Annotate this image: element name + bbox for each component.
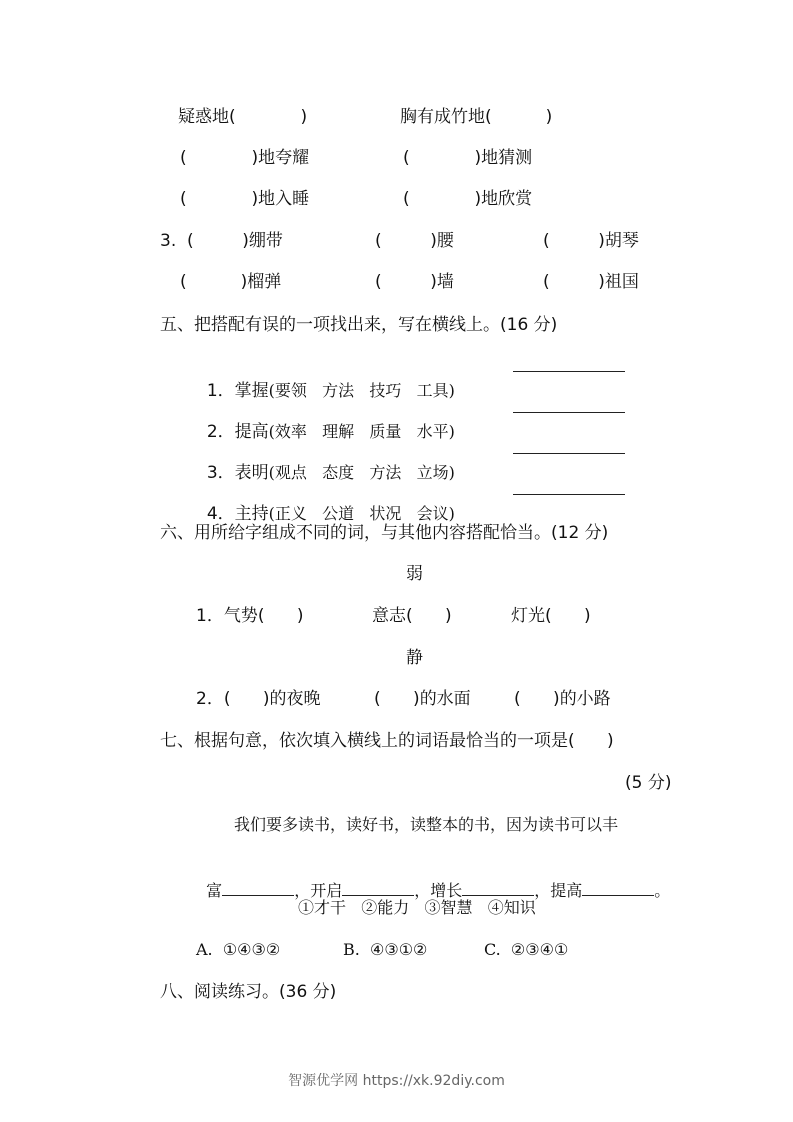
option-c[interactable]: C. ②③④①	[484, 940, 569, 959]
item-options: (正义 公道 状况 会议)	[268, 504, 455, 523]
sentence-part: ，增长	[414, 881, 463, 900]
blank-3[interactable]	[462, 879, 534, 896]
row4-c: ( )胡琴	[543, 231, 639, 251]
section6-line2-c: ( )的小路	[514, 689, 611, 709]
row2-a: ( )地夸耀	[180, 148, 310, 168]
option-a[interactable]: A. ①④③②	[196, 940, 281, 959]
section6-line2-a: 2．( )的夜晚	[196, 689, 321, 709]
section7-sentence-line1: 我们要多读书，读好书，读整本的书，因为读书可以丰	[234, 815, 619, 834]
row5-a: ( )榴弹	[180, 272, 282, 292]
item-options: (效率 理解 质量 水平)	[268, 422, 455, 441]
section6-line1-b: 意志( )	[372, 606, 452, 626]
sentence-part: 富	[206, 881, 223, 900]
section7-heading: 七、根据句意，依次填入横线上的词语最恰当的一项是( )	[160, 731, 614, 751]
given-char-1: 弱	[406, 564, 423, 584]
row1-a: 疑惑地( )	[178, 107, 308, 127]
answer-line-2[interactable]	[513, 396, 625, 420]
blank-4[interactable]	[582, 879, 654, 896]
row5-b: ( )墙	[375, 272, 454, 292]
section5-item-4	[196, 478, 455, 526]
row3-b: ( )地欣赏	[403, 189, 533, 209]
row1-b: 胸有成竹地( )	[400, 107, 553, 127]
option-b[interactable]: B. ④③①②	[343, 940, 428, 959]
section5-heading: 五、把搭配有误的一项找出来，写在横线上。(16 分)	[160, 315, 558, 335]
item-options: (观点 态度 方法 立场)	[268, 463, 455, 482]
section6-line1-a: 1．气势( )	[196, 606, 304, 626]
footer-watermark: 智源优学网 https://xk.92diy.com	[288, 1073, 505, 1089]
blank-1[interactable]	[222, 879, 294, 896]
item-number: 4．主持	[206, 504, 269, 524]
row4-b: ( )腰	[375, 231, 454, 251]
section6-line2-b: ( )的水面	[374, 689, 471, 709]
section6-line1-c: 灯光( )	[511, 606, 591, 626]
blank-2[interactable]	[342, 879, 414, 896]
sentence-part: 。	[654, 881, 671, 900]
row2-b: ( )地猜测	[403, 148, 533, 168]
item-number: 2．提高	[206, 422, 269, 442]
row5-c: ( )祖国	[543, 272, 639, 292]
answer-line-1[interactable]	[513, 355, 625, 379]
section6-heading: 六、用所给字组成不同的词，与其他内容搭配恰当。(12 分)	[160, 523, 609, 543]
item-number: 3．表明	[206, 463, 269, 483]
sentence-part: ，开启	[294, 881, 343, 900]
row3-a: ( )地入睡	[180, 189, 310, 209]
item-options: (要领 方法 技巧 工具)	[268, 381, 455, 400]
section8-heading: 八、阅读练习。(36 分)	[160, 982, 337, 1002]
sentence-part: ，提高	[534, 881, 583, 900]
answer-line-3[interactable]	[513, 437, 625, 461]
row4-a: 3. ( )绷带	[160, 231, 283, 251]
section7-word-choices: ①才干 ②能力 ③智慧 ④知识	[298, 898, 536, 917]
answer-line-4[interactable]	[513, 478, 625, 502]
item-number: 1．掌握	[206, 381, 269, 401]
given-char-2: 静	[406, 648, 423, 668]
section7-score: (5 分)	[625, 773, 672, 793]
